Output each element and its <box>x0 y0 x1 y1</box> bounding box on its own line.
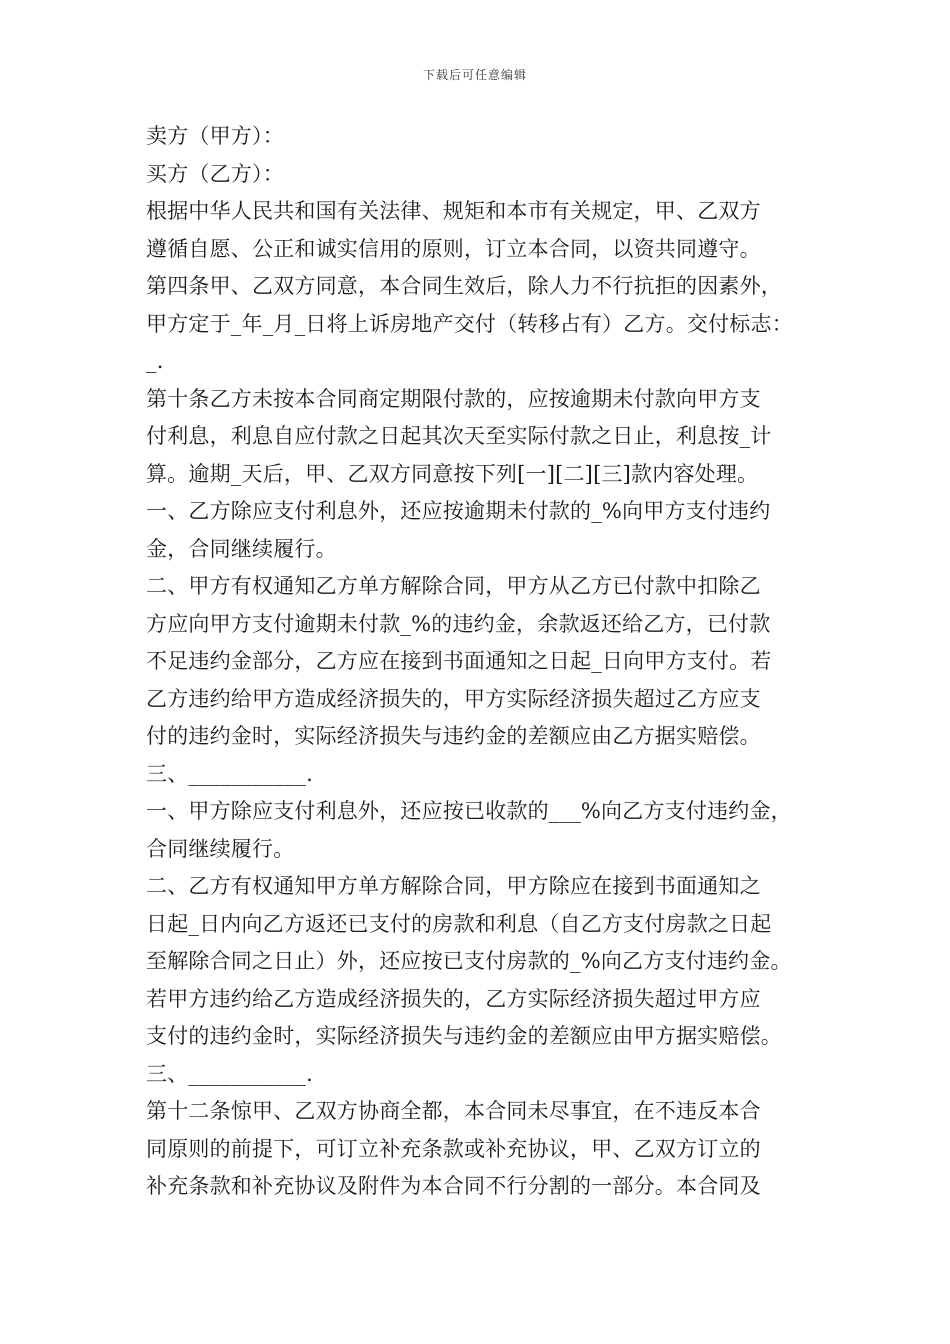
text-line: 遵循自愿、公正和诚实信用的原则，订立本合同，以资共同遵守。 <box>146 236 761 261</box>
text-line: 乙方违约给甲方造成经济损失的，甲方实际经济损失超过乙方应支 <box>146 686 761 711</box>
text-line: 付的违约金时，实际经济损失与违约金的差额应由乙方据实赔偿。 <box>146 724 761 748</box>
text-line: 日起_日内向乙方返还已支付的房款和利息（自乙方支付房款之日起 <box>146 911 772 936</box>
text-line: 合同继续履行。 <box>146 836 295 861</box>
text-line: 金，合同继续履行。 <box>146 536 337 561</box>
text-line: 若甲方违约给乙方造成经济损失的，乙方实际经济损失超过甲方应 <box>146 986 761 1011</box>
text-line: 算。逾期_天后，甲、乙双方同意按下列[一][二][三]款内容处理。 <box>146 461 759 486</box>
document-body <box>146 118 816 1206</box>
text-line: 补充条款和补充协议及附件为本合同不行分割的一部分。本合同及 <box>146 1174 761 1198</box>
text-line: 一、甲方除应支付利息外，还应按已收款的___%向乙方支付违约金， <box>146 799 792 823</box>
text-line: 三、___________. <box>146 761 313 786</box>
text-line: 第十二条惊甲、乙双方协商全都，本合同未尽事宜，在不违反本合 <box>146 1099 761 1123</box>
text-line: 二、乙方有权通知甲方单方解除合同，甲方除应在接到书面通知之 <box>146 874 761 898</box>
text-line: 支付的违约金时，实际经济损失与违约金的差额应由甲方据实赔偿。 <box>146 1024 782 1048</box>
text-line: 卖方（甲方）： <box>146 124 284 148</box>
text-line: _. <box>146 349 164 373</box>
text-line: 二、甲方有权通知乙方单方解除合同，甲方从乙方已付款中扣除乙 <box>146 574 761 598</box>
text-line: 至解除合同之日止）外，还应按已支付房款的_%向乙方支付违约金。 <box>146 949 792 973</box>
page-header: 下载后可任意编辑 <box>422 68 527 82</box>
text-line: 三、___________. <box>146 1061 313 1086</box>
text-line: 一、乙方除应支付利息外，还应按逾期未付款的_%向甲方支付违约 <box>146 499 771 523</box>
text-line: 甲方定于_年_月_日将上诉房地产交付（转移占有）乙方。交付标志： <box>146 311 793 336</box>
text-line: 同原则的前提下，可订立补充条款或补充协议，甲、乙双方订立的 <box>146 1136 761 1161</box>
text-line: 不足违约金部分，乙方应在接到书面通知之日起_日向甲方支付。若 <box>146 649 772 673</box>
text-line: 付利息，利息自应付款之日起其次天至实际付款之日止，利息按_计 <box>146 424 772 448</box>
text-line: 第四条甲、乙双方同意，本合同生效后，除人力不行抗拒的因素外， <box>146 274 782 298</box>
text-line: 买方（乙方）： <box>146 161 284 186</box>
text-line: 方应向甲方支付逾期未付款_%的违约金，余款返还给乙方，已付款 <box>146 611 771 636</box>
text-line: 根据中华人民共和国有关法律、规矩和本市有关规定，甲、乙双方 <box>146 199 761 223</box>
text-line: 第十条乙方未按本合同商定期限付款的，应按逾期未付款向甲方支 <box>146 386 761 411</box>
